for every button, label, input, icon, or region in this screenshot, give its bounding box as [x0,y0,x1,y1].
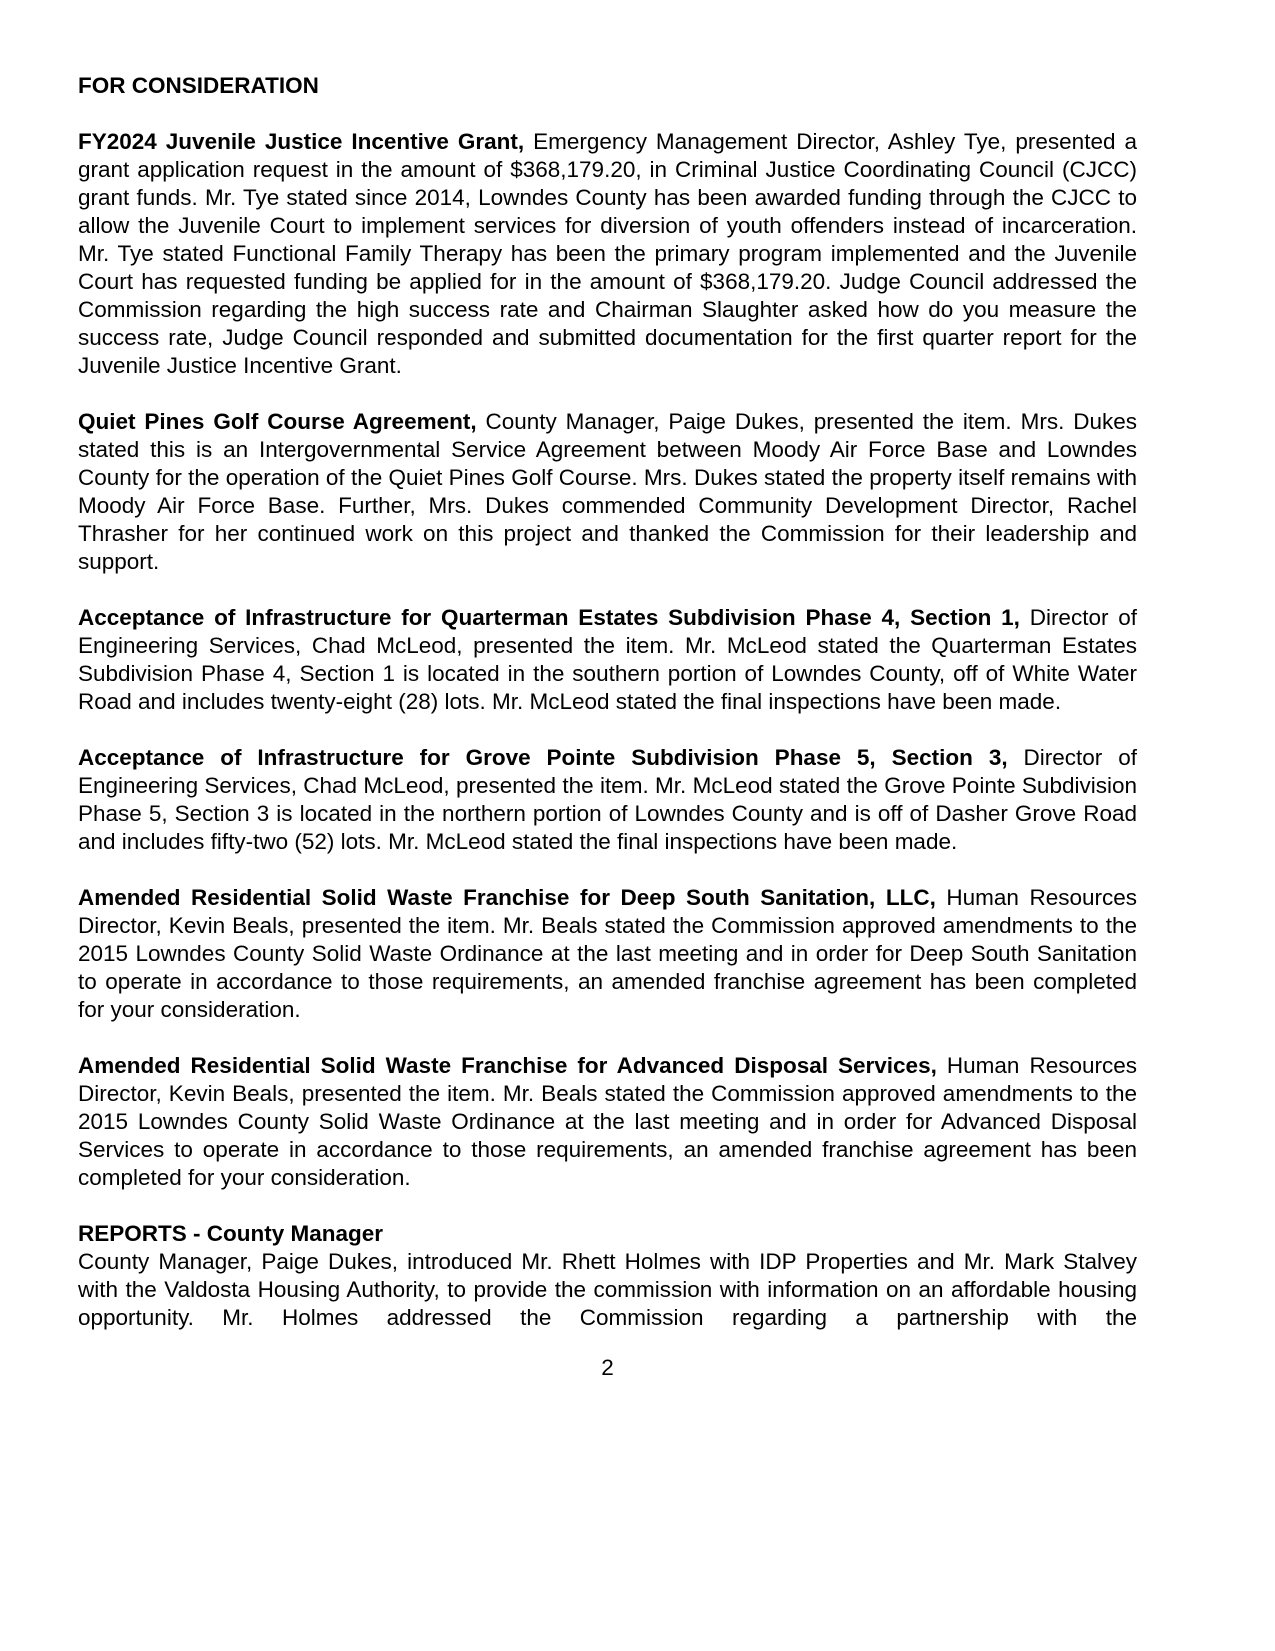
paragraph-lead: Acceptance of Infrastructure for Quarterman Estates Subdivision Phase 4, Section 1, [78,605,1020,630]
paragraph-juvenile-justice-grant [78,128,1137,380]
paragraph-deep-south-sanitation-franchise [78,884,1137,1024]
paragraph-lead: FY2024 Juvenile Justice Incentive Grant, [78,129,525,154]
paragraph-lead: Quiet Pines Golf Course Agreement, [78,409,477,434]
paragraph-body: Emergency Management Director, Ashley Tye, presented a grant application request in the amount of $368,179.20, in Criminal Justice Coordinating Council (CJCC) grant funds. Mr. Tye stated since 2014, Lowndes County has been awarded funding through the CJCC to allow the Juvenile Court to implement services for diversion of youth offenders instead of incarceration. Mr. Tye stated Functional Family Therapy has been the primary program implemented and the Juvenile Court has requested funding be applied for in the amount of $368,179.20. Judge Council addressed the Commission regarding the high success rate and Chairman Slaughter asked how do you measure the success rate, Judge Council responded and submitted documentation for the first quarter report for the Juvenile Justice Incentive Grant. [78,129,1137,378]
paragraph-quarterman-estates-infrastructure [78,604,1137,716]
section-heading-reports-county-manager: REPORTS - County Manager [78,1221,384,1246]
paragraph-grove-pointe-infrastructure [78,744,1137,856]
paragraph-body: County Manager, Paige Dukes, introduced Mr. Rhett Holmes with IDP Properties and Mr. Mark Stalvey with the Valdosta Housing Authority, to provide the commission with information on an affordable housing opportunity. Mr. Holmes addressed the Commission regarding a partnership with the [78,1249,1137,1330]
paragraph-quiet-pines-golf-course [78,408,1137,576]
paragraph-body: Human Resources Director, Kevin Beals, presented the item. Mr. Beals stated the Commission approved amendments to the 2015 Lowndes County Solid Waste Ordinance at the last meeting and in order for Deep South Sanitation to operate in accordance to those requirements, an amended franchise agreement has been completed for your consideration. [78,885,1137,1022]
paragraph-body: Human Resources Director, Kevin Beals, presented the item. Mr. Beals stated the Commission approved amendments to the 2015 Lowndes County Solid Waste Ordinance at the last meeting and in order for Advanced Disposal Services to operate in accordance to those requirements, an amended franchise agreement has been completed for your consideration. [78,1053,1137,1190]
paragraph-county-manager-report [78,1248,1137,1332]
paragraph-lead: Amended Residential Solid Waste Franchise for Deep South Sanitation, LLC, [78,885,936,910]
paragraph-lead: Amended Residential Solid Waste Franchise for Advanced Disposal Services, [78,1053,937,1078]
page-number: 2 [601,1355,614,1380]
paragraph-advanced-disposal-franchise [78,1052,1137,1192]
paragraph-body: Director of Engineering Services, Chad McLeod, presented the item. Mr. McLeod stated the Grove Pointe Subdivision Phase 5, Section 3 is located in the northern portion of Lowndes County and is off of Dasher Grove Road and includes fifty-two (52) lots. Mr. McLeod stated the final inspections have been made. [78,745,1137,854]
paragraph-body: County Manager, Paige Dukes, presented the item. Mrs. Dukes stated this is an Intergovernmental Service Agreement between Moody Air Force Base and Lowndes County for the operation of the Quiet Pines Golf Course. Mrs. Dukes stated the property itself remains with Moody Air Force Base. Further, Mrs. Dukes commended Community Development Director, Rachel Thrasher for her continued work on this project and thanked the Commission for their leadership and support. [78,409,1137,574]
paragraph-lead: Acceptance of Infrastructure for Grove Pointe Subdivision Phase 5, Section 3, [78,745,1008,770]
section-heading-for-consideration: FOR CONSIDERATION [78,73,319,98]
paragraph-body: Director of Engineering Services, Chad McLeod, presented the item. Mr. McLeod stated the Quarterman Estates Subdivision Phase 4, Section 1 is located in the southern portion of Lowndes County, off of White Water Road and includes twenty-eight (28) lots. Mr. McLeod stated the final inspections have been made. [78,605,1138,714]
